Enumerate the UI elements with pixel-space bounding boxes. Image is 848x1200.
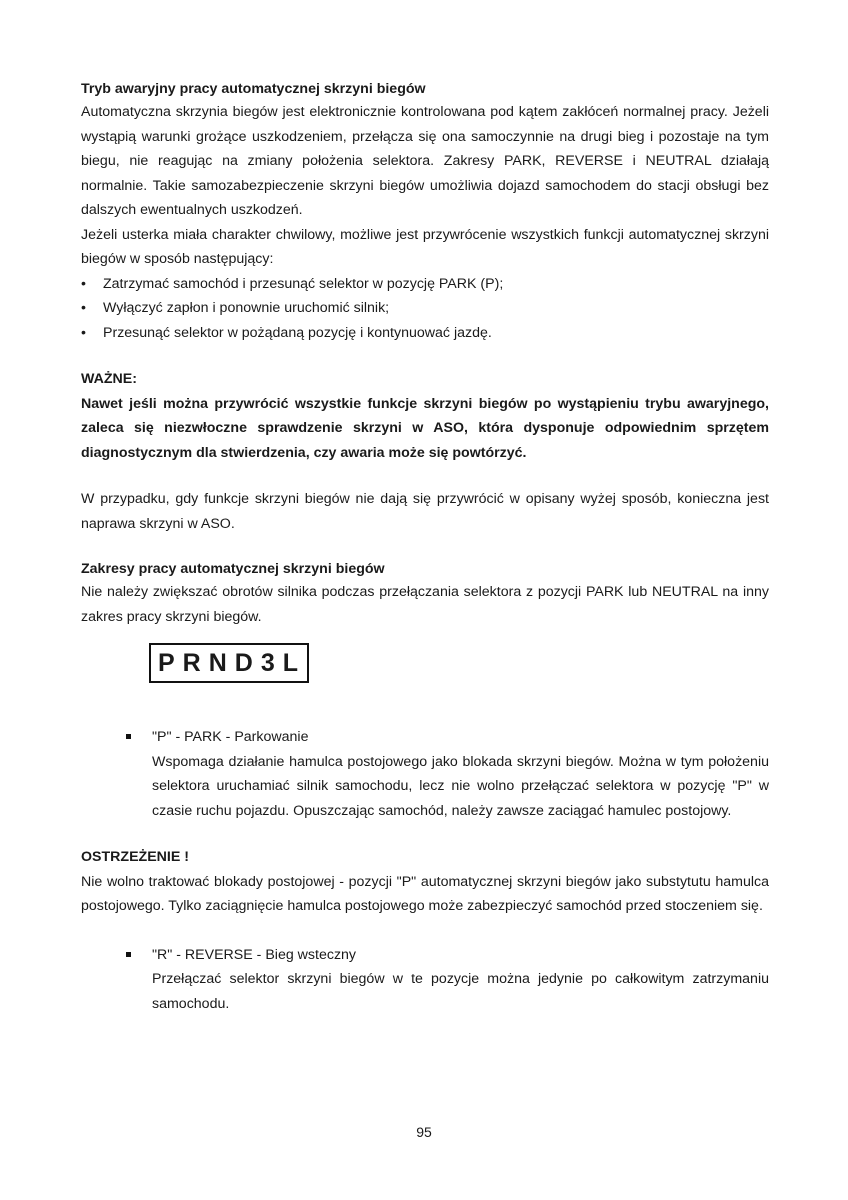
reverse-text: Przełączać selektor skrzyni biegów w te pozycje można jedynie po całkowitym zatrzymaniu samochodu. xyxy=(152,971,769,1012)
section-heading: Tryb awaryjny pracy automatycznej skrzyni biegów xyxy=(81,81,426,97)
gear-selector-pattern: PRND3L xyxy=(149,643,309,683)
square-bullet-icon xyxy=(126,734,131,739)
square-bullet-icon xyxy=(126,952,131,957)
important-label: WAŻNE: xyxy=(81,371,137,387)
paragraph: Automatyczna skrzynia biegów jest elektronicznie kontrolowana pod kątem zakłóceń normalnej pracy. Jeżeli wystąpią warunki grożące uszkodzeniem, przełącza się ona samoczynnie na drugi bieg i pozostaje na tym biegu, nie reagując na zmiany położenia selektora. Zakresy PARK, REVERSE i NEUTRAL działają normalnie. Takie samozabezpieczenie skrzyni biegów umożliwia dojazd samochodem do stacji obsługi bez dalszych ewentualnych uszkodzeń. xyxy=(81,104,769,218)
important-text: Nawet jeśli można przywrócić wszystkie funkcje skrzyni biegów po wystąpieniu trybu awaryjnego, zaleca się niezwłoczne sprawdzenie skrzyni w ASO, która dysponuje odpowiednim sprzętem diagnostycznym dla stwierdzenia, czy awaria może się powtórzyć. xyxy=(81,395,769,461)
warning-text: Nie wolno traktować blokady postojowej - pozycji "P" automatycznej skrzyni biegów jako substytutu hamulca postojowego. Tylko zaciągnięcie hamulca postojowego może zabezpieczyć samochód przed stoczeniem się. xyxy=(81,873,769,914)
park-title: "P" - PARK - Parkowanie xyxy=(152,729,309,745)
warning-label: OSTRZEŻENIE ! xyxy=(81,849,189,865)
bullet-icon: • xyxy=(81,300,86,316)
reverse-title: "R" - REVERSE - Bieg wsteczny xyxy=(152,946,357,963)
document-page xyxy=(81,78,769,1016)
paragraph: Nie należy zwiększać obrotów silnika podczas przełączania selektora z pozycji PARK lub NEUTRAL na inny zakres pracy skrzyni biegów. xyxy=(81,584,769,625)
bullet-icon: • xyxy=(81,275,86,292)
list-item: • Zatrzymać samochód i przesunąć selektor w pozycję PARK (P); xyxy=(81,272,769,297)
bullet-icon: • xyxy=(81,324,86,341)
page-number: 95 xyxy=(416,1124,432,1140)
steps-list xyxy=(81,272,769,346)
paragraph: Jeżeli usterka miała charakter chwilowy, możliwe jest przywrócenie wszystkich funkcji automatycznej skrzyni biegów w sposób następujący: xyxy=(81,226,769,267)
park-item xyxy=(81,725,769,823)
repair-note: W przypadku, gdy funkcje skrzyni biegów nie dają się przywrócić w opisany wyżej sposób, konieczna jest naprawa skrzyni w ASO. xyxy=(81,491,769,532)
section-heading: Zakresy pracy automatycznej skrzyni biegów xyxy=(81,561,385,577)
park-text: Wspomaga działanie hamulca postojowego jako blokada skrzyni biegów. Można w tym położeniu selektora uruchamiać silnik samochodu, lecz nie wolno przełączać selektora w pozycję "P" w czasie ruchu pojazdu. Opuszczając samochód, należy zawsze zaciągać hamulec postojowy. xyxy=(152,753,769,819)
reverse-item xyxy=(81,943,769,1017)
list-item: • Wyłączyć zapłon i ponownie uruchomić silnik; xyxy=(81,296,769,321)
list-item: • Przesunąć selektor w pożądaną pozycję i kontynuować jazdę. xyxy=(81,321,769,346)
